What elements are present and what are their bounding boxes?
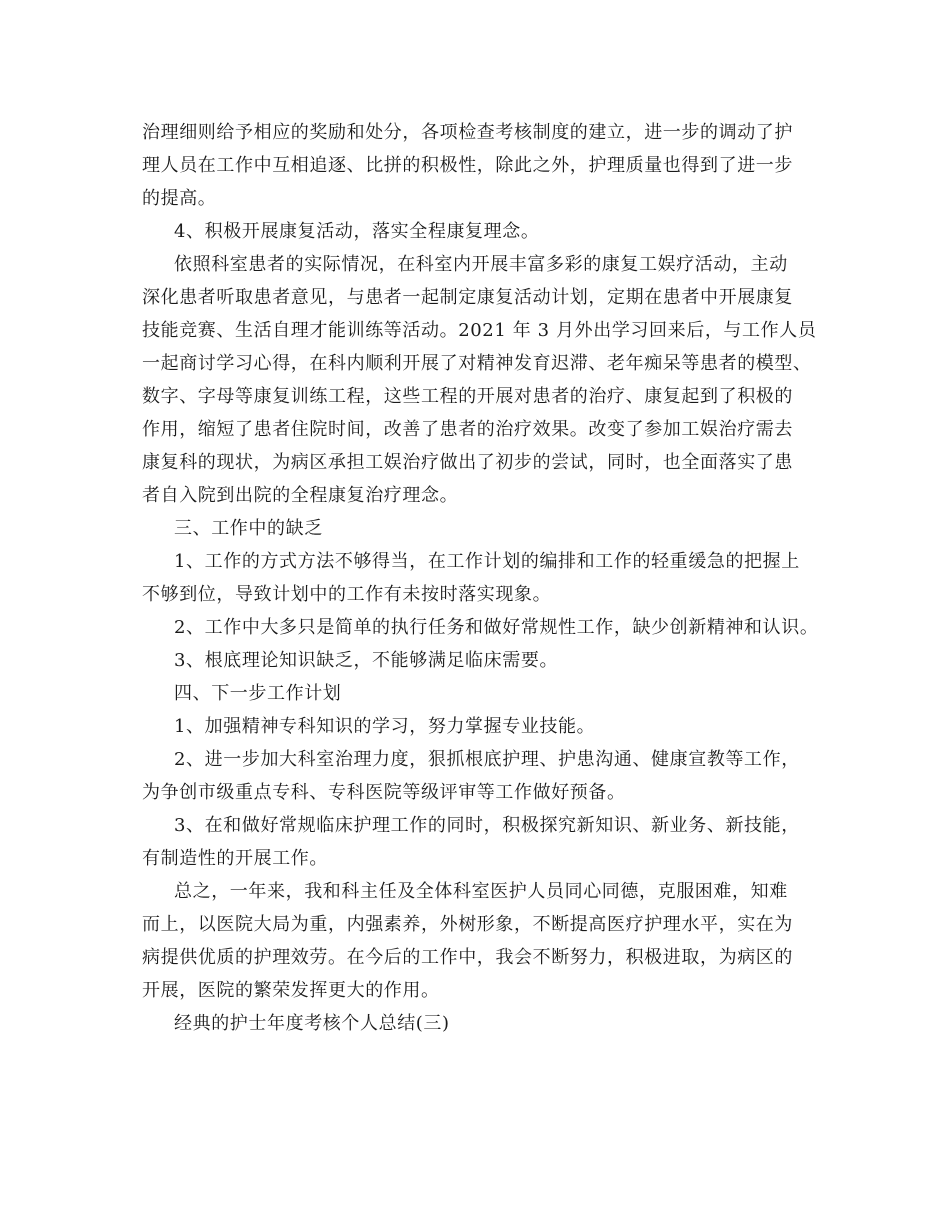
text-line: 康复科的现状，为病区承担工娱治疗做出了初步的尝试，同时，也全面落实了患 — [142, 452, 793, 473]
text-line: 4、积极开展康复活动，落实全程康复理念。 — [174, 221, 540, 242]
text-line: 为争创市级重点专科、专科医院等级评审等工作做好预备。 — [142, 782, 626, 803]
text-line: 一起商讨学习心得，在科内顺利开展了对精神发育迟滞、老年痴呆等患者的模型、 — [142, 353, 812, 374]
text-line: 1、工作的方式方法不够得当，在工作计划的编排和工作的轻重缓急的把握上 — [174, 551, 800, 572]
text-line: 1、加强精神专科知识的学习，努力掌握专业技能。 — [174, 716, 596, 737]
text-line: 3、根底理论知识缺乏，不能够满足临床需要。 — [174, 650, 559, 671]
text-line: 治理细则给予相应的奖励和处分，各项检查考核制度的建立，进一步的调动了护 — [142, 122, 793, 143]
text-line: 深化患者听取患者意见，与患者一起制定康复活动计划，定期在患者中开展康复 — [142, 287, 793, 308]
text-line: 作用，缩短了患者住院时间，改善了患者的治疗效果。改变了参加工娱治疗需去 — [142, 419, 793, 440]
text-line: 技能竞赛、生活自理才能训练等活动。2021 年 3 月外出学习回来后，与工作人员 — [142, 320, 817, 341]
text-line: 2、进一步加大科室治理力度，狠抓根底护理、护患沟通、健康宣教等工作， — [174, 749, 800, 770]
text-line: 者自入院到出院的全程康复治疗理念。 — [142, 485, 459, 506]
text-line: 开展，医院的繁荣发挥更大的作用。 — [142, 980, 440, 1001]
text-line: 数字、字母等康复训练工程，这些工程的开展对患者的治疗、康复起到了积极的 — [142, 386, 793, 407]
text-line: 而上，以医院大局为重，内强素养，外树形象，不断提高医疗护理水平，实在为 — [142, 914, 793, 935]
text-line: 理人员在工作中互相追逐、比拼的积极性，除此之外，护理质量也得到了进一步 — [142, 155, 793, 176]
text-line: 有制造性的开展工作。 — [142, 848, 328, 869]
document-body — [142, 116, 822, 1040]
text-line: 总之，一年来，我和科主任及全体科室医护人员同心同德，克服困难，知难 — [174, 881, 788, 902]
text-line: 经典的护士年度考核个人总结(三) — [174, 1013, 450, 1034]
text-line: 四、下一步工作计划 — [174, 683, 342, 704]
text-line: 依照科室患者的实际情况，在科室内开展丰富多彩的康复工娱疗活动，主动 — [174, 254, 788, 275]
text-line: 不够到位，导致计划中的工作有未按时落实现象。 — [142, 584, 552, 605]
text-line: 病提供优质的护理效劳。在今后的工作中，我会不断努力，积极进取，为病区的 — [142, 947, 793, 968]
text-line: 2、工作中大多只是简单的执行任务和做好常规性工作，缺少创新精神和认识。 — [174, 617, 819, 638]
text-line: 3、在和做好常规临床护理工作的同时，积极探究新知识、新业务、新技能， — [174, 815, 800, 836]
text-line: 三、工作中的缺乏 — [174, 518, 323, 539]
text-line: 的提高。 — [142, 188, 217, 209]
